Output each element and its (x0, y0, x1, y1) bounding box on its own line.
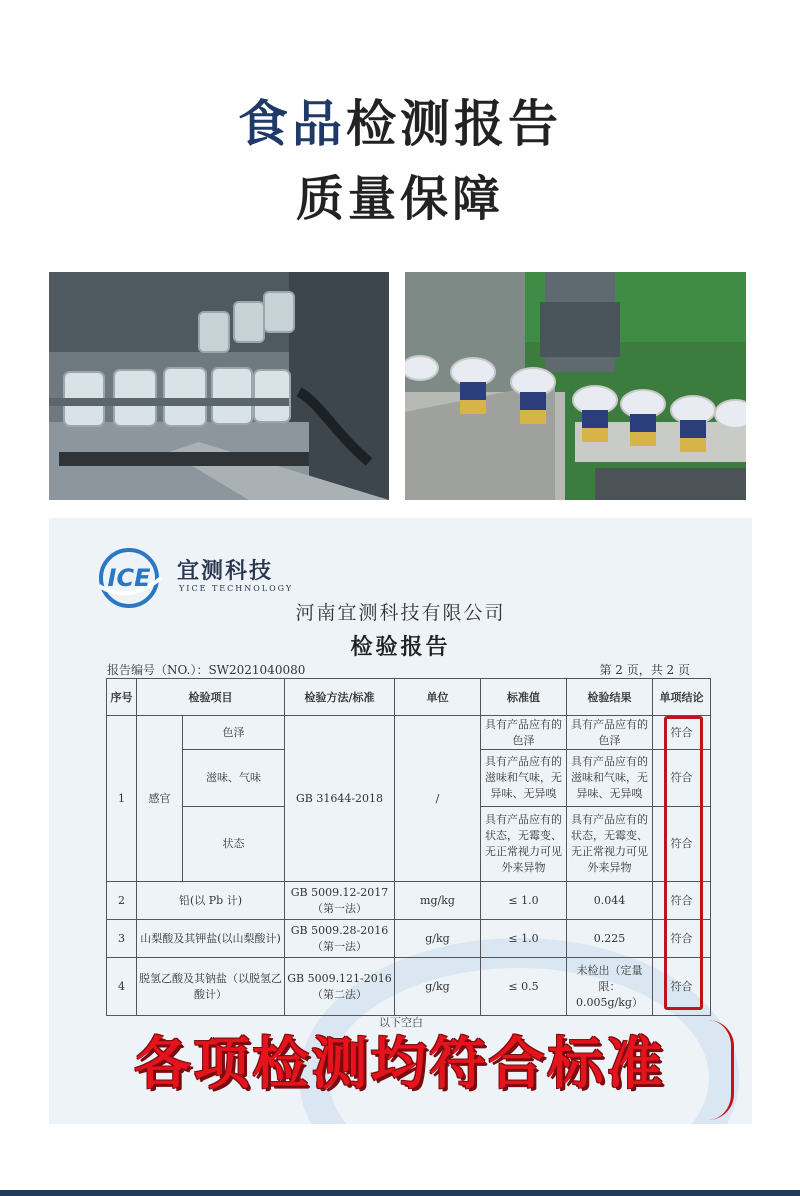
column-header: 单位 (395, 679, 481, 716)
result-cell: 0.225 (567, 920, 653, 958)
item-cell: 滋味、气味 (183, 750, 285, 807)
row-index: 4 (107, 958, 137, 1016)
verdict-cell: 符合 (653, 958, 711, 1016)
standard-cell: ≤ 1.0 (481, 882, 567, 920)
footer-note: 以下空白 (379, 1016, 423, 1029)
method-cell: GB 31644-2018 (285, 716, 395, 882)
brand-name-en: YICE TECHNOLOGY (179, 584, 294, 593)
verdict-cell: 符合 (653, 882, 711, 920)
result-cell: 具有产品应有的色泽 (567, 716, 653, 750)
page-title-rest: 检测报告 (346, 95, 562, 153)
standard-cell: ≤ 0.5 (481, 958, 567, 1016)
item-cell: 山梨酸及其钾盐(以山梨酸计) (137, 920, 285, 958)
table-row (107, 882, 711, 920)
red-bracket-mark (708, 1020, 734, 1120)
item-cell: 铅(以 Pb 计) (137, 882, 285, 920)
unit-cell: mg/kg (395, 882, 481, 920)
result-cell: 0.044 (567, 882, 653, 920)
item-cell: 色泽 (183, 716, 285, 750)
column-header: 标准值 (481, 679, 567, 716)
verdict-cell: 符合 (653, 750, 711, 807)
standard-cell: 具有产品应有的滋味和气味，无异味、无异嗅 (481, 750, 567, 807)
unit-cell: g/kg (395, 920, 481, 958)
page-subtitle: 质量保障 (295, 171, 504, 227)
conclusion-banner: 各项检测均符合标准 (134, 1032, 666, 1097)
capped-jar-conveyor-photo (405, 272, 746, 500)
column-header: 单项结论 (653, 679, 711, 716)
page-title (0, 84, 800, 156)
verdict-cell: 符合 (653, 716, 711, 750)
method-cell: GB 5009.28-2016（第一法） (285, 920, 395, 958)
verdict-cell: 符合 (653, 920, 711, 958)
column-header: 检验项目 (137, 679, 285, 716)
standard-cell: 具有产品应有的色泽 (481, 716, 567, 750)
report-number: 报告编号（NO.）：SW2021040080 (107, 663, 306, 677)
item-cell: 状态 (183, 807, 285, 882)
company-name: 河南宜测科技有限公司 (295, 602, 506, 624)
verdict-cell: 符合 (653, 807, 711, 882)
method-cell: GB 5009.121-2016（第二法） (285, 958, 395, 1016)
row-index: 3 (107, 920, 137, 958)
method-cell: GB 5009.12-2017（第一法） (285, 882, 395, 920)
page-title-accent: 食品 (238, 95, 346, 153)
unit-cell: / (395, 716, 481, 882)
table-header-row (107, 679, 711, 716)
logo-text: ICE (107, 564, 151, 592)
result-cell: 具有产品应有的滋味和气味，无异味、无异嗅 (567, 750, 653, 807)
bottom-divider (0, 1190, 800, 1196)
column-header: 序号 (107, 679, 137, 716)
glass-jar-conveyor-photo (49, 272, 389, 500)
standard-cell: ≤ 1.0 (481, 920, 567, 958)
table-row (107, 920, 711, 958)
verdict-highlight-box (664, 716, 703, 1010)
column-header: 检验结果 (567, 679, 653, 716)
page-info: 第 2 页，共 2 页 (599, 663, 690, 677)
row-index: 2 (107, 882, 137, 920)
results-table (106, 678, 711, 1016)
standard-cell: 具有产品应有的状态，无霉变、无正常视力可见外来异物 (481, 807, 567, 882)
column-header: 检验方法/标准 (285, 679, 395, 716)
unit-cell: g/kg (395, 958, 481, 1016)
report-title: 检验报告 (350, 634, 451, 660)
result-cell: 未检出（定量限： 0.005g/kg） (567, 958, 653, 1016)
row-index: 1 (107, 716, 137, 882)
item-cell: 脱氢乙酸及其钠盐（以脱氢乙酸计） (137, 958, 285, 1016)
category-cell: 感官 (137, 716, 183, 882)
table-row (107, 958, 711, 1016)
table-row (107, 716, 711, 750)
brand-name: 宜测科技 (177, 559, 274, 584)
result-cell: 具有产品应有的状态，无霉变、无正常视力可见外来异物 (567, 807, 653, 882)
